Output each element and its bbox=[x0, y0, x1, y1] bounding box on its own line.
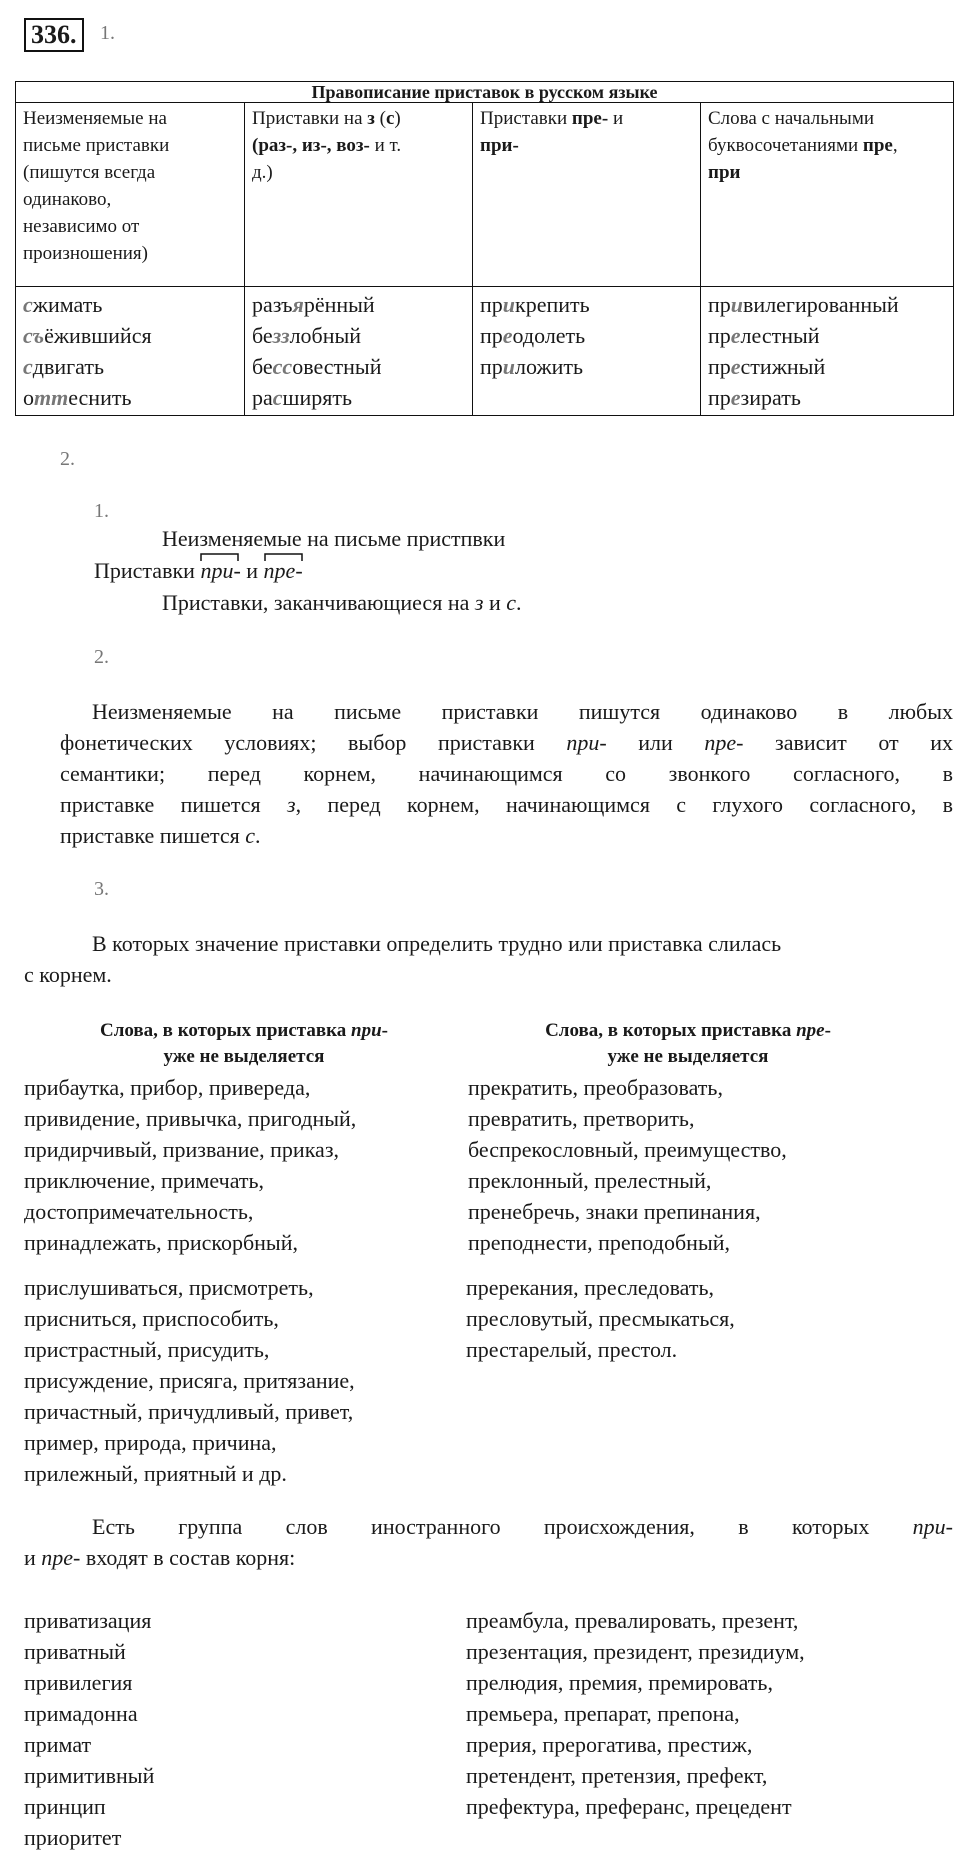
prefix-mark-icon bbox=[200, 552, 240, 562]
list-item: достопримечательность, bbox=[24, 1199, 254, 1224]
prefix-mark-icon bbox=[264, 552, 304, 562]
plan-item-3: Приставки, заканчивающиеся на з и с. bbox=[162, 590, 522, 615]
list-item: пренебречь, знаки препинания, bbox=[468, 1199, 761, 1224]
list-item: примат bbox=[24, 1732, 92, 1757]
example-word: сжимать bbox=[23, 292, 103, 317]
example-word: беззлобный bbox=[252, 323, 362, 348]
example-word: прикрепить bbox=[480, 292, 590, 317]
paragraph-foreign-words: Есть группа слов иностранного происхождения, в которых при- и пре- входят в состав корня: bbox=[24, 1514, 953, 1570]
example-word: привилегированный bbox=[708, 292, 899, 317]
paragraph-answer-3: В которых значение приставки определить трудно или приставка слилась с корнем. bbox=[24, 931, 782, 987]
list-item: привилегия bbox=[24, 1670, 133, 1695]
example-word: презирать bbox=[708, 385, 801, 410]
list-item: беспрекословный, преимущество, bbox=[468, 1137, 787, 1162]
list-item: престарелый, престол. bbox=[466, 1337, 678, 1362]
list-item: причастный, причудливый, привет, bbox=[24, 1399, 354, 1424]
list-foreign-pre bbox=[466, 1605, 805, 1822]
list-foreign-pri bbox=[24, 1605, 154, 1853]
column-heading-pre: Слова, в которых приставка пре- уже не выделяется bbox=[545, 1020, 831, 1067]
header-pre-pri-words: Слова с начальными буквосочетаниями пре, при bbox=[701, 103, 954, 287]
list-item: префектура, преферанс, прецедент bbox=[466, 1794, 792, 1819]
list-item: привидение, привычка, пригодный, bbox=[24, 1106, 357, 1131]
part-2-3-label: 3. bbox=[94, 878, 109, 900]
list-pri-words-2 bbox=[24, 1272, 355, 1489]
list-item: приоритет bbox=[24, 1825, 122, 1850]
list-item: превратить, претворить, bbox=[468, 1106, 695, 1131]
example-word: прелестный bbox=[708, 323, 820, 348]
list-item: преамбула, превалировать, презент, bbox=[466, 1608, 799, 1633]
example-word: съёжившийся bbox=[23, 323, 152, 348]
list-item: пререкания, преследовать, bbox=[466, 1275, 715, 1300]
list-item: прислушиваться, присмотреть, bbox=[24, 1275, 314, 1300]
table-title: Правописание приставок в русском языке bbox=[16, 82, 954, 103]
examples-z-s bbox=[245, 287, 473, 416]
list-item: пример, природа, причина, bbox=[24, 1430, 277, 1455]
list-pre-words-1 bbox=[468, 1072, 787, 1258]
list-pre-words-2 bbox=[466, 1272, 735, 1365]
paragraph-answer-2: Неизменяемые на письме приставки пишутся одинаково в любых фонетических условиях; выбор приставки при- или пре- зависит от их семантики; перед корнем, начинающимся со звонкого согласного, в приставке пишется з, перед корнем, начинающимся с глухого согласного, в приставке пишется с. bbox=[60, 699, 954, 848]
list-item: придирчивый, призвание, приказ, bbox=[24, 1137, 340, 1162]
list-item: принцип bbox=[24, 1794, 106, 1819]
examples-unchanging bbox=[16, 287, 245, 416]
list-item: пристрастный, присудить, bbox=[24, 1337, 270, 1362]
header-z-s-prefixes: Приставки на з (с) (раз-, из-, воз- и т. д.) bbox=[245, 103, 473, 287]
header-unchanging-prefixes: Неизменяемые на письме приставки (пишутся всегда одинаково, независимо от произношения) bbox=[16, 103, 245, 287]
example-word: расширять bbox=[252, 385, 353, 410]
example-word: сдвигать bbox=[23, 354, 104, 379]
list-item: присуждение, присяга, притязание, bbox=[24, 1368, 355, 1393]
examples-pre-pri-words bbox=[701, 287, 954, 416]
column-heading-pri: Слова, в которых приставка при- уже не выделяется bbox=[100, 1020, 388, 1067]
header-pre-pri-prefixes: Приставки пре- и при- bbox=[473, 103, 701, 287]
list-pri-words-1 bbox=[24, 1072, 356, 1258]
plan-item-2: Приставки при- и пре- bbox=[94, 554, 303, 588]
list-item: приватизация bbox=[24, 1608, 152, 1633]
list-item: прибаутка, прибор, привереда, bbox=[24, 1075, 311, 1100]
list-item: пресловутый, пресмыкаться, bbox=[466, 1306, 735, 1331]
list-item: прерия, прерогатива, престиж, bbox=[466, 1732, 753, 1757]
list-item: примадонна bbox=[24, 1701, 138, 1726]
list-item: премьера, препарат, препона, bbox=[466, 1701, 740, 1726]
prefix-spelling-table bbox=[15, 81, 954, 416]
examples-pre-pri bbox=[473, 287, 701, 416]
list-item: преклонный, прелестный, bbox=[468, 1168, 712, 1193]
list-item: присниться, приспособить, bbox=[24, 1306, 279, 1331]
list-item: принадлежать, прискорбный, bbox=[24, 1230, 298, 1255]
part-2-1-label: 1. bbox=[94, 500, 109, 522]
list-item: презентация, президент, президиум, bbox=[466, 1639, 805, 1664]
list-item: прекратить, преобразовать, bbox=[468, 1075, 723, 1100]
example-word: приложить bbox=[480, 354, 584, 379]
example-word: разъярённый bbox=[252, 292, 375, 317]
part-1-label: 1. bbox=[100, 22, 115, 44]
list-item: прелюдия, премия, премировать, bbox=[466, 1670, 773, 1695]
list-item: примитивный bbox=[24, 1763, 155, 1788]
list-item: приватный bbox=[24, 1639, 126, 1664]
list-item: преподнести, преподобный, bbox=[468, 1230, 731, 1255]
part-2-label: 2. bbox=[60, 448, 75, 470]
plan-item-1: Неизменяемые на письме пристпвки bbox=[162, 526, 506, 551]
example-word: оттеснить bbox=[23, 385, 132, 410]
list-item: приключение, примечать, bbox=[24, 1168, 265, 1193]
example-word: преодолеть bbox=[480, 323, 586, 348]
example-word: престижный bbox=[708, 354, 826, 379]
list-item: претендент, претензия, префект, bbox=[466, 1763, 768, 1788]
task-number: 336. bbox=[24, 18, 84, 52]
example-word: бессовестный bbox=[252, 354, 382, 379]
part-2-2-label: 2. bbox=[94, 646, 109, 668]
list-item: прилежный, приятный и др. bbox=[24, 1461, 287, 1486]
